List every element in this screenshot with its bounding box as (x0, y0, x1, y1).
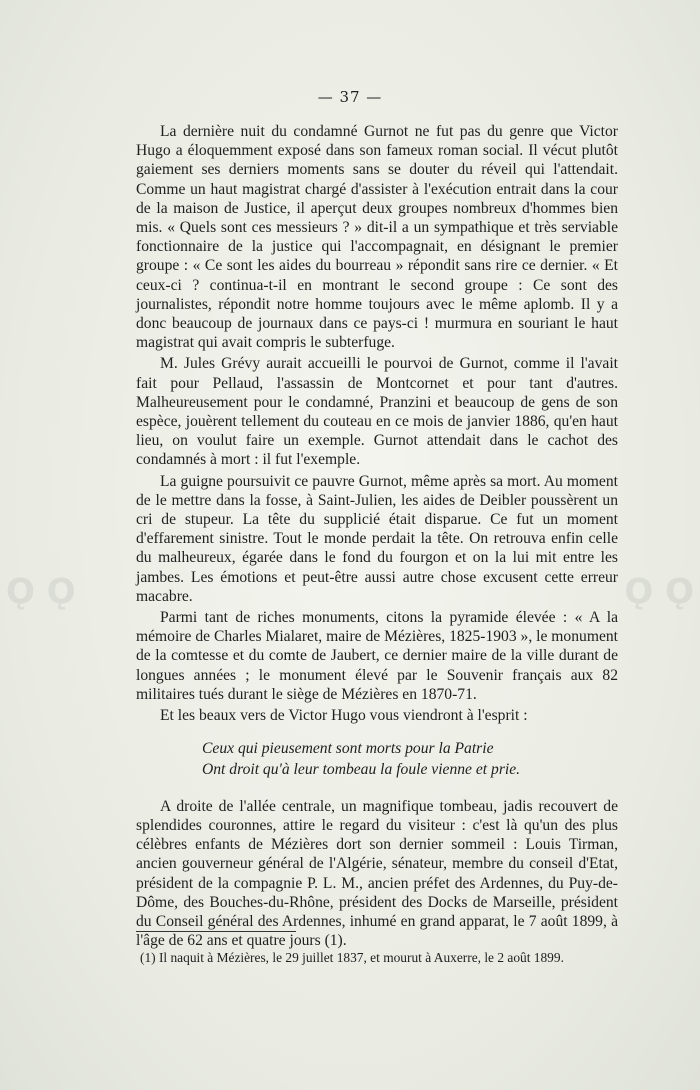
poem-quote (202, 739, 618, 778)
paragraph-2: M. Jules Grévy aurait accueilli le pourvoi de Gurnot, comme il l'avait fait pour Pellaud, l'assassin de Montcornet et pour tant d'autres. Malheureusement pour le condamné, Pranzini et beaucoup de gens de son espèce, jouèrent tellement du couteau en ce mois de janvier 1886, qu'en haut lieu, on voulut faire un exemple. Gurnot attendait dans le cachot des condamnés à mort : il fut l'exemple. (136, 355, 618, 469)
poem-line-2: Ont droit qu'à leur tombeau la foule vienne et prie. (202, 760, 521, 778)
body-text (136, 122, 618, 950)
paragraph-3: La guigne poursuivit ce pauvre Gurnot, même après sa mort. Au moment de le mettre dans la fosse, à Saint-Julien, les aides de Deibler poussèrent un cri de stupeur. La tête du supplicié était disparue. Ce fut un moment d'effarement sinistre. Tout le monde perdait la tête. On retrouva enfin celle du malheureux, égarée dans le fond du fourgon et on la lui mit entre les jambes. Les émotions et peut-être aussi autre chose excusent cette erreur macabre. (136, 472, 618, 605)
paragraph-5: Et les beaux vers de Victor Hugo vous viendront à l'esprit : (160, 707, 528, 725)
watermark-left: Ǫ Ǫ (6, 572, 76, 612)
footnote: (1) Il naquit à Mézières, le 29 juillet 1837, et mourut à Auxerre, le 2 août 1899. (140, 950, 564, 965)
paragraph-1: La dernière nuit du condamné Gurnot ne fut pas du genre que Victor Hugo a éloquemment exposé dans son fameux roman social. Il vécut plutôt gaiement ses derniers moments sans se douter du réveil qui l'attendait. Comme un haut magistrat chargé d'assister à l'exécution entrait dans la cour de la maison de Justice, il aperçut deux groupes nombreux d'hommes bien mis. « Quels sont ces messieurs ? » dit-il a un sympathique et très serviable fonctionnaire de la justice qui l'accompagnait, en désignant le premier groupe : « Ce sont les aides du bourreau » répondit sans rire ce dernier. « Et ceux-ci ? continua-t-il en montrant le second groupe : Ce sont des journalistes, répondit notre homme toujours avec le même aplomb. Il y a donc beaucoup de journaux dans ce pays-ci ! murmura en souriant le haut magistrat qui avait compris le subterfuge. (136, 123, 618, 352)
paragraph-6: A droite de l'allée centrale, un magnifique tombeau, jadis recouvert de splendides couronnes, attire le regard du visiteur : c'est là qu'un des plus célèbres enfants de Mézières dort son dernier sommeil : Louis Tirman, ancien gouverneur général de l'Algérie, sénateur, membre du conseil d'Etat, président de la compagnie P. L. M., ancien préfet des Ardennes, du Puy-de-Dôme, des Bouches-du-Rhône, président des Docks de Marseille, président du Conseil général des Ardennes, inhumé en grand apparat, le 7 août 1899, à l'âge de 62 ans et quatre jours (1). (136, 797, 618, 950)
paragraph-4: Parmi tant de riches monuments, citons la pyramide élevée : « A la mémoire de Charles Mialaret, maire de Mézières, 1825-1903 », le monument de la comtesse et du comte de Jaubert, ce dernier maire de la ville durant de longues années ; le monument élevé par le Souvenir français aux 82 militaires tués durant le siège de Mézières en 1870-71. (136, 609, 618, 703)
page-number: — 37 — (317, 88, 383, 106)
watermark-right: Ǫ Ǫ (624, 572, 694, 612)
footnote-divider (136, 931, 296, 932)
poem-line-1: Ceux qui pieusement sont morts pour la Patrie (202, 740, 494, 758)
